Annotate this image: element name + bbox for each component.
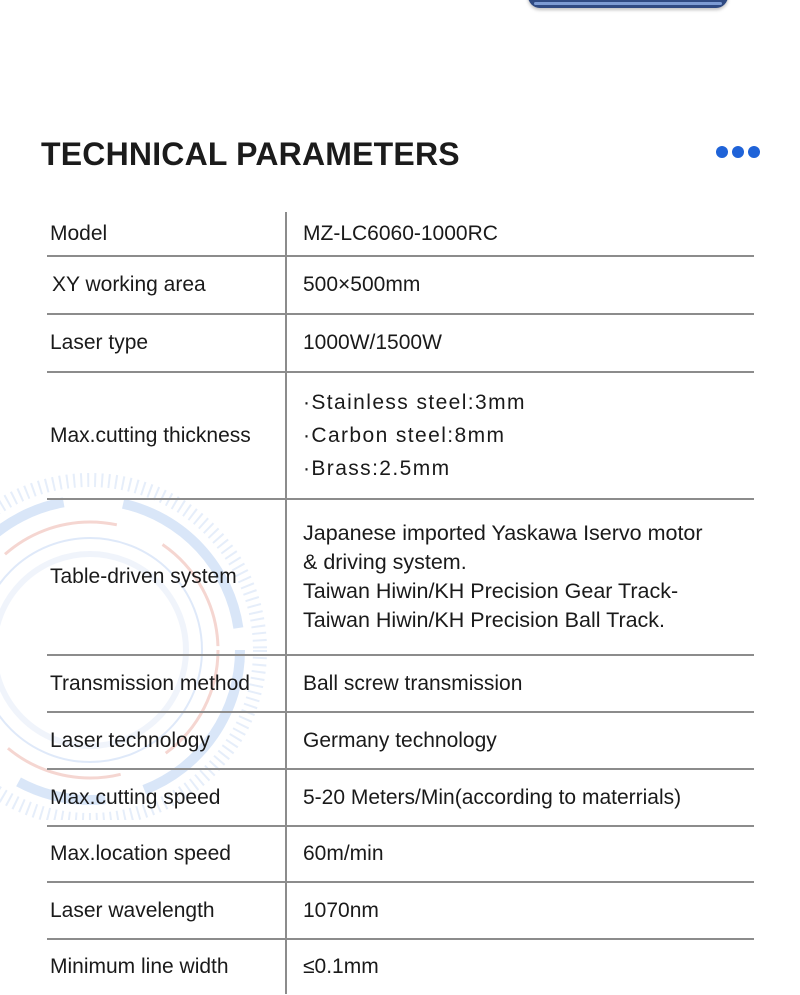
row-value: 5-20 Meters/Min(according to materrials) — [286, 769, 754, 826]
label-text: XY working area — [52, 273, 206, 296]
table-row — [47, 372, 754, 499]
dot — [748, 146, 760, 158]
table-row — [47, 499, 754, 655]
label-text: Max.location speed — [50, 842, 231, 865]
row-value: 1070nm — [286, 882, 754, 939]
dot — [716, 146, 728, 158]
table-row — [47, 769, 754, 826]
more-dots-icon — [716, 146, 760, 158]
row-value: Germany technology — [286, 712, 754, 769]
row-label — [47, 212, 286, 256]
row-label — [47, 769, 286, 826]
row-label — [47, 256, 286, 314]
label-text: Minimum line width — [50, 955, 229, 978]
table-row — [47, 256, 754, 314]
table-row — [47, 655, 754, 712]
row-label — [47, 882, 286, 939]
row-label — [47, 372, 286, 499]
bullet-line: ·Stainless steel:3mm — [303, 391, 526, 414]
bullet-line: ·Brass:2.5mm — [303, 457, 451, 480]
dot — [732, 146, 744, 158]
parameters-table — [47, 212, 754, 994]
label-text: Laser technology — [50, 728, 210, 752]
row-label — [47, 314, 286, 372]
row-value — [286, 372, 754, 499]
row-value: MZ-LC6060-1000RC — [286, 212, 754, 256]
label-text: Max.cutting thickness — [50, 423, 251, 447]
table-row — [47, 939, 754, 994]
row-value: ≤0.1mm — [286, 939, 754, 994]
table-row — [47, 826, 754, 882]
label-text: Laser type — [50, 331, 149, 354]
row-label — [47, 939, 286, 994]
page-title: TECHNICAL PARAMETERS — [41, 136, 460, 172]
label-text: Laser wavelength — [50, 898, 215, 922]
row-value: 1000W/1500W — [286, 314, 754, 372]
value-line: Japanese imported Yaskawa Iservo motor — [303, 521, 703, 545]
row-value: 60m/min — [286, 826, 754, 882]
label-text: Max.cutting speed — [50, 785, 221, 809]
row-value: 500×500mm — [286, 256, 754, 314]
table-row — [47, 712, 754, 769]
row-value — [286, 499, 754, 655]
row-label — [47, 655, 286, 712]
row-label — [47, 826, 286, 882]
label-text: Table-driven system — [50, 565, 237, 588]
label-text: Model — [50, 221, 108, 245]
product-image-edge — [528, 0, 728, 8]
row-label — [47, 712, 286, 769]
value-line: Taiwan Hiwin/KH Precision Gear Track- — [303, 579, 679, 603]
bullet-line: ·Carbon steel:8mm — [303, 424, 506, 447]
row-label — [47, 499, 286, 655]
label-text: Transmission method — [50, 671, 250, 695]
value-line: & driving system. — [303, 550, 467, 574]
row-value: Ball screw transmission — [286, 655, 754, 712]
value-line: Taiwan Hiwin/KH Precision Ball Track. — [303, 608, 666, 632]
table-row — [47, 212, 754, 256]
table-row — [47, 314, 754, 372]
table-row — [47, 882, 754, 939]
